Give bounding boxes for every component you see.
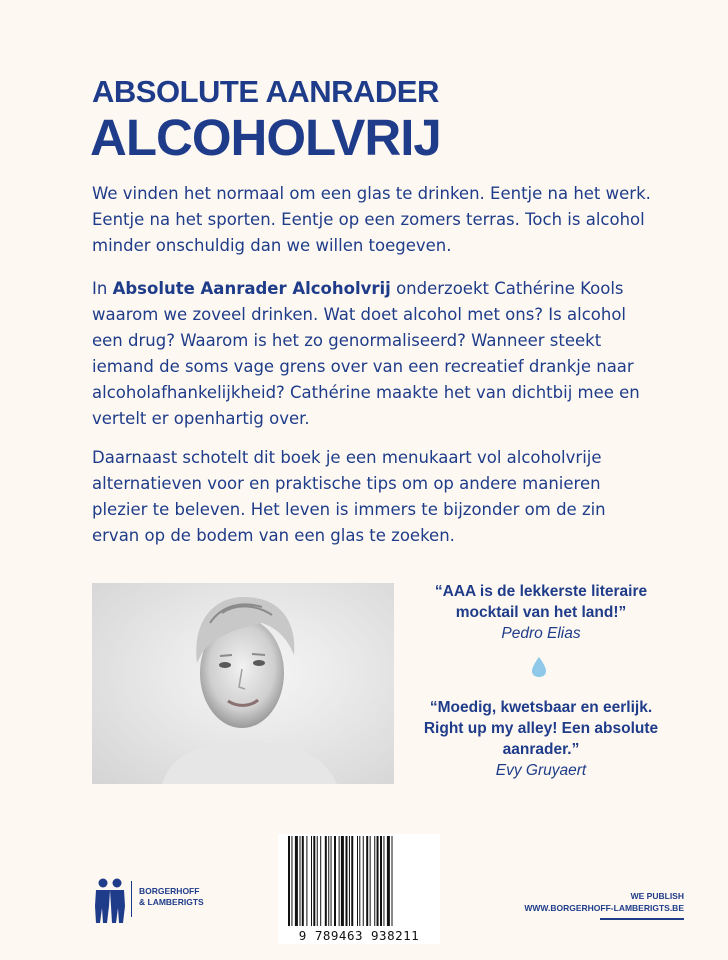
barcode-bars [278,834,440,930]
quote-author: Evy Gruyaert [495,762,587,779]
isbn-barcode [278,834,440,944]
quote-line: aanrader.” [502,741,580,758]
barcode-bar [374,836,375,926]
barcode-bar [334,836,336,926]
barcode-bar [291,836,292,926]
quote-line: “AAA is de lekkerste literaire [434,583,648,600]
title-main: ALCOHOLVRIJ [90,109,441,166]
barcode-bar [366,836,368,926]
barcode-bar [288,836,290,926]
publisher-logo-icon [92,876,128,924]
about-post: onderzoekt Cathérine Kools waarom we zoveel drinken. Wat doet alcohol met ons? Is alcohol een drug? Waarom is het zo genormaliseerd? Wanneer steekt iemand de soms vage grens over van een recreatief drankje naar alcoholafhankelijkheid? Cathérine maakte het van dichtbij mee en vertelt er openhartig over. [92,279,640,428]
barcode-bar [341,836,344,926]
title-top: ABSOLUTE AANRADER [92,74,439,109]
barcode-bar [339,836,340,926]
water-drop-icon [531,656,547,678]
barcode-bar [306,836,307,926]
barcode-bar [380,836,382,926]
barcode-bar [383,836,384,926]
book-title-bold: Absolute Aanrader Alcoholvrij [112,279,391,298]
about-pre: In [92,279,113,298]
paragraph-intro: We vinden het normaal om een glas te drinken. Eentje na het werk. Eentje na het sporten. Eentje op een zomers terras. Toch is alcohol minder onschuldig dan we willen toegeven. [92,184,651,255]
barcode-bar [363,836,364,926]
barcode-bar [357,836,358,926]
publisher-name-line1: BORGERHOFF [139,886,200,896]
publisher-website[interactable]: WWW.BORGERHOFF-LAMBERIGTS.BE [524,903,684,913]
quote-pedro [410,581,672,644]
barcode-bar [346,836,348,926]
barcode-bar [325,836,327,926]
barcode-bar [300,836,301,926]
barcode-bar [302,836,304,926]
quote-line: mocktail van het land!” [455,604,627,621]
barcode-bar [370,836,371,926]
quote-line: “Moedig, kwetsbaar en eerlijk. [429,699,653,716]
publisher-name-line2: & LAMBERIGTS [139,897,204,907]
publisher-name [139,886,204,908]
barcode-bar [311,836,312,926]
barcode-bar [317,836,318,926]
barcode-bar [387,836,390,926]
publisher-tagline: WE PUBLISH [630,891,684,901]
logo-divider [131,881,132,917]
publisher-web [524,890,684,914]
quote-line: Right up my alley! Een absolute [423,720,659,737]
paragraph-about [92,276,652,432]
paragraph-menu: Daarnaast schotelt dit boek je een menukaart vol alcoholvrije alternatieven voor en praktische tips om op andere manieren plezier te beleven. Het leven is immers te bijzonder om de zin ervan op de bodem van een glas te zoeken. [92,448,606,545]
barcode-bar [349,836,350,926]
author-photo [92,583,394,784]
quote-author: Pedro Elias [501,625,581,642]
isbn-number: 9 789463 938211 [298,928,420,943]
website-underline [600,918,684,920]
barcode-bar [359,836,360,926]
barcode-bar [320,836,321,926]
barcode-bar [313,836,315,926]
quote-evy [410,697,672,781]
barcode-bar [295,836,298,926]
barcode-bar [351,836,353,926]
barcode-bar [331,836,332,926]
barcode-bar [328,836,329,926]
barcode-bar [392,836,393,926]
barcode-bar [377,836,379,926]
